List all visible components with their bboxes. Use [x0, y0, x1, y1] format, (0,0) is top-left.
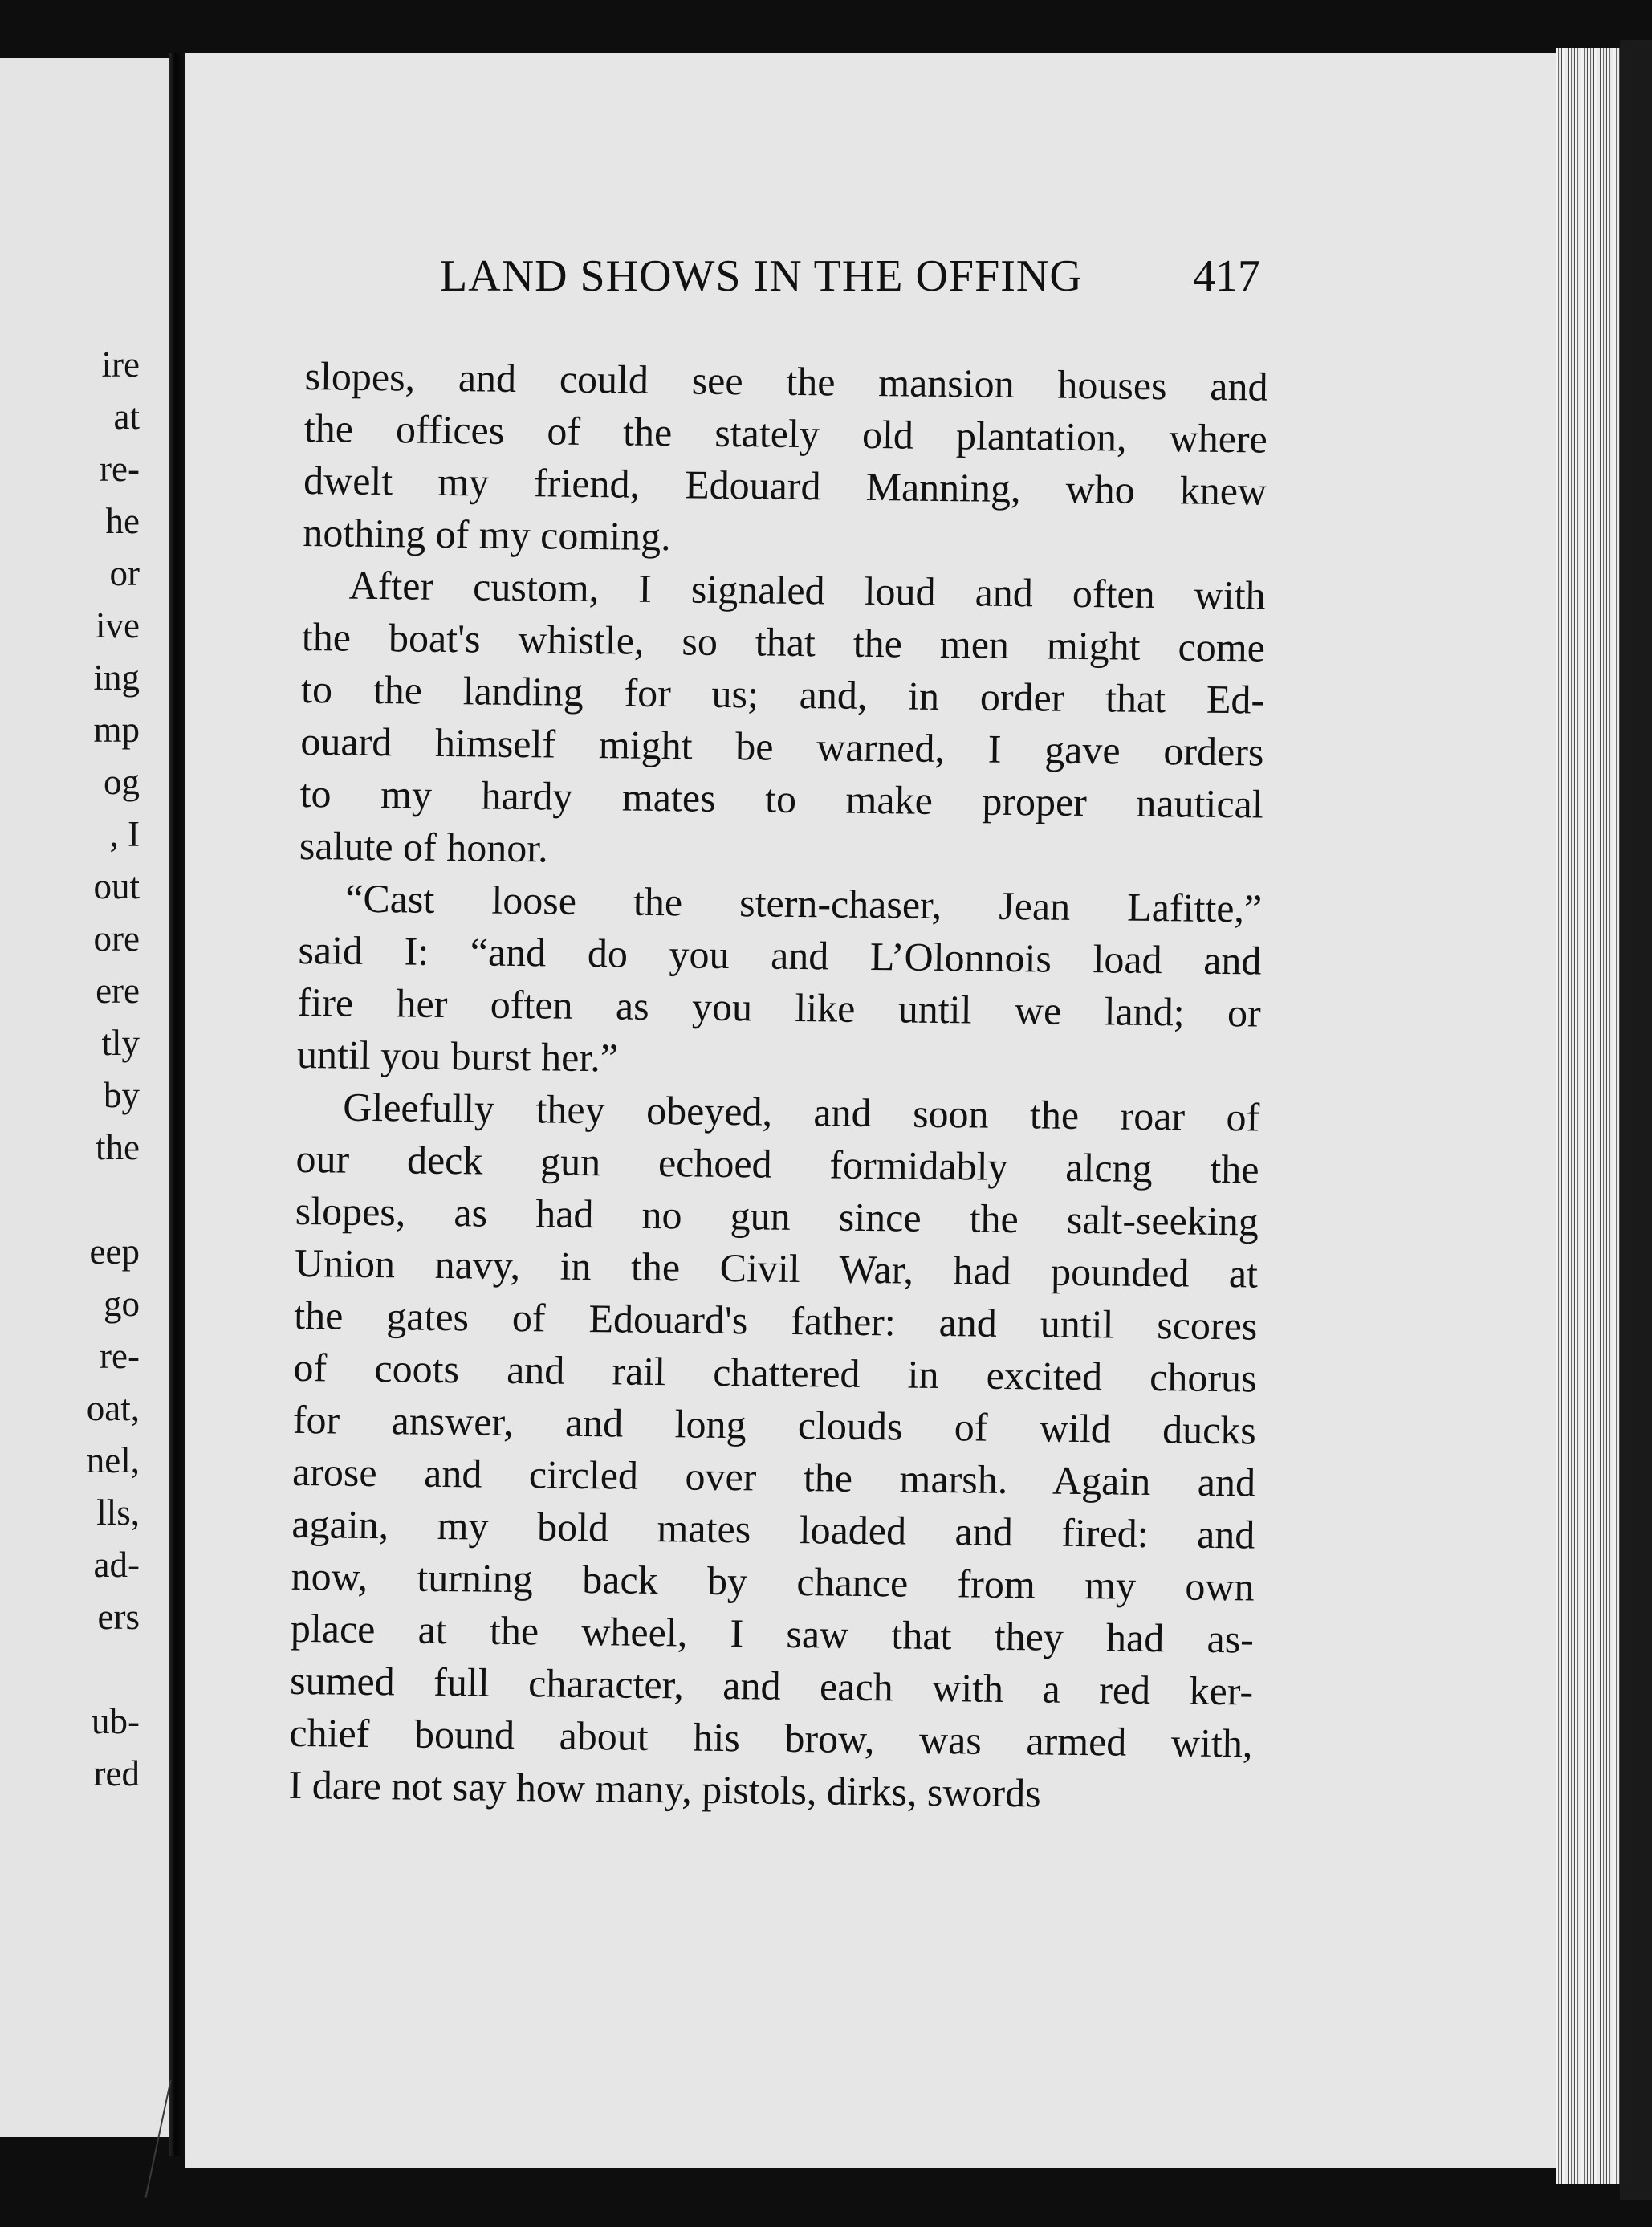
text-line: to my hardy mates to make proper nautical [299, 770, 1263, 827]
text-line: again, my bold mates loaded and fired: and [291, 1500, 1255, 1557]
text-line: Gleefully they obeyed, and soon the roar of [342, 1084, 1260, 1140]
facing-page-line-fragment: at [113, 397, 140, 437]
facing-page-line-fragment: ere [96, 971, 140, 1011]
facing-page-line-fragment: ing [93, 658, 140, 698]
facing-page-line-fragment: he [105, 501, 140, 541]
facing-page-line-fragment: or [109, 553, 140, 593]
facing-page [0, 58, 172, 2137]
facing-page-line-fragment: re- [100, 449, 140, 489]
running-head-title: LAND SHOWS IN THE OFFING [440, 251, 1083, 301]
facing-page-line-fragment: by [104, 1075, 140, 1115]
text-line: Union navy, in the Civil War, had pounded at [294, 1240, 1259, 1297]
facing-page-line-fragment: lls, [96, 1492, 140, 1533]
text-line: salute of honor. [299, 822, 548, 871]
paragraph [297, 872, 1263, 1092]
text-line: chief bound about his brow, was armed with, [289, 1709, 1253, 1766]
text-line: arose and circled over the marsh. Again and [291, 1448, 1256, 1505]
facing-page-line-fragment: re- [100, 1336, 140, 1376]
book-page [185, 53, 1556, 2168]
text-line: After custom, I signaled loud and often with [348, 562, 1266, 618]
facing-page-line-fragment: eep [89, 1232, 140, 1272]
text-line: place at the wheel, I saw that they had as- [290, 1605, 1255, 1662]
book-gutter [169, 53, 185, 2156]
text-line: to the landing for us; and, in order that Ed- [300, 666, 1265, 723]
facing-page-line-fragment: ers [97, 1597, 140, 1637]
text-line: I dare not say how many, pistols, dirks, swords [288, 1761, 1041, 1816]
text-line: ouard himself might be warned, I gave orders [300, 718, 1264, 775]
text-line: said I: “and do you and L’Olonnois load and [298, 926, 1262, 983]
facing-page-line-fragment: ire [101, 344, 140, 385]
body-text [288, 350, 1268, 1822]
facing-page-line-fragment: ore [93, 918, 140, 959]
page-edges [1556, 48, 1620, 2184]
book-cover-edge [1620, 40, 1652, 2200]
paragraph [299, 559, 1266, 883]
facing-page-line-fragment: go [104, 1284, 140, 1324]
text-line: slopes, and could see the mansion houses and [304, 352, 1268, 409]
facing-page-line-fragment: nel, [86, 1440, 140, 1480]
text-line: sumed full character, and each with a red ker- [289, 1657, 1254, 1714]
facing-page-line-fragment: mp [93, 710, 140, 750]
facing-page-line-fragment: ive [96, 605, 140, 645]
text-line: fire her often as you like until we land; or [297, 979, 1262, 1036]
text-line: dwelt my friend, Edouard Manning, who knew [303, 457, 1267, 514]
text-line: of coots and rail chattered in excited chorus [293, 1344, 1257, 1401]
facing-page-line-fragment: og [104, 762, 140, 802]
text-line: now, turning back by chance from my own [291, 1553, 1255, 1610]
page-number: 417 [1193, 251, 1260, 301]
text-line: “Cast loose the stern-chaser, Jean Lafitte,” [344, 875, 1263, 931]
facing-page-line-fragment: , I [109, 814, 140, 854]
facing-page-line-fragment: ub- [92, 1701, 140, 1741]
text-line: the gates of Edouard's father: and until scores [294, 1292, 1258, 1349]
facing-page-line-fragment: the [96, 1127, 140, 1167]
paragraph [288, 1081, 1259, 1822]
facing-page-line-fragment: out [93, 866, 140, 906]
facing-page-line-fragment: oat, [86, 1388, 140, 1428]
text-line: for answer, and long clouds of wild ducks [292, 1396, 1257, 1453]
facing-page-line-fragment: tly [101, 1023, 140, 1063]
facing-page-line-fragment: ad- [93, 1545, 140, 1585]
text-line: the boat's whistle, so that the men might come [301, 613, 1266, 670]
text-line: our deck gun echoed formidably alcng the [295, 1135, 1259, 1192]
facing-page-line-fragment: red [93, 1753, 140, 1793]
running-head [185, 250, 1556, 323]
text-line: until you burst her.” [296, 1031, 619, 1081]
paragraph [303, 350, 1268, 570]
text-line: the offices of the stately old plantation, where [303, 405, 1268, 462]
text-line: nothing of my coming. [303, 509, 672, 560]
text-line: slopes, as had no gun since the salt-seeking [295, 1187, 1259, 1244]
